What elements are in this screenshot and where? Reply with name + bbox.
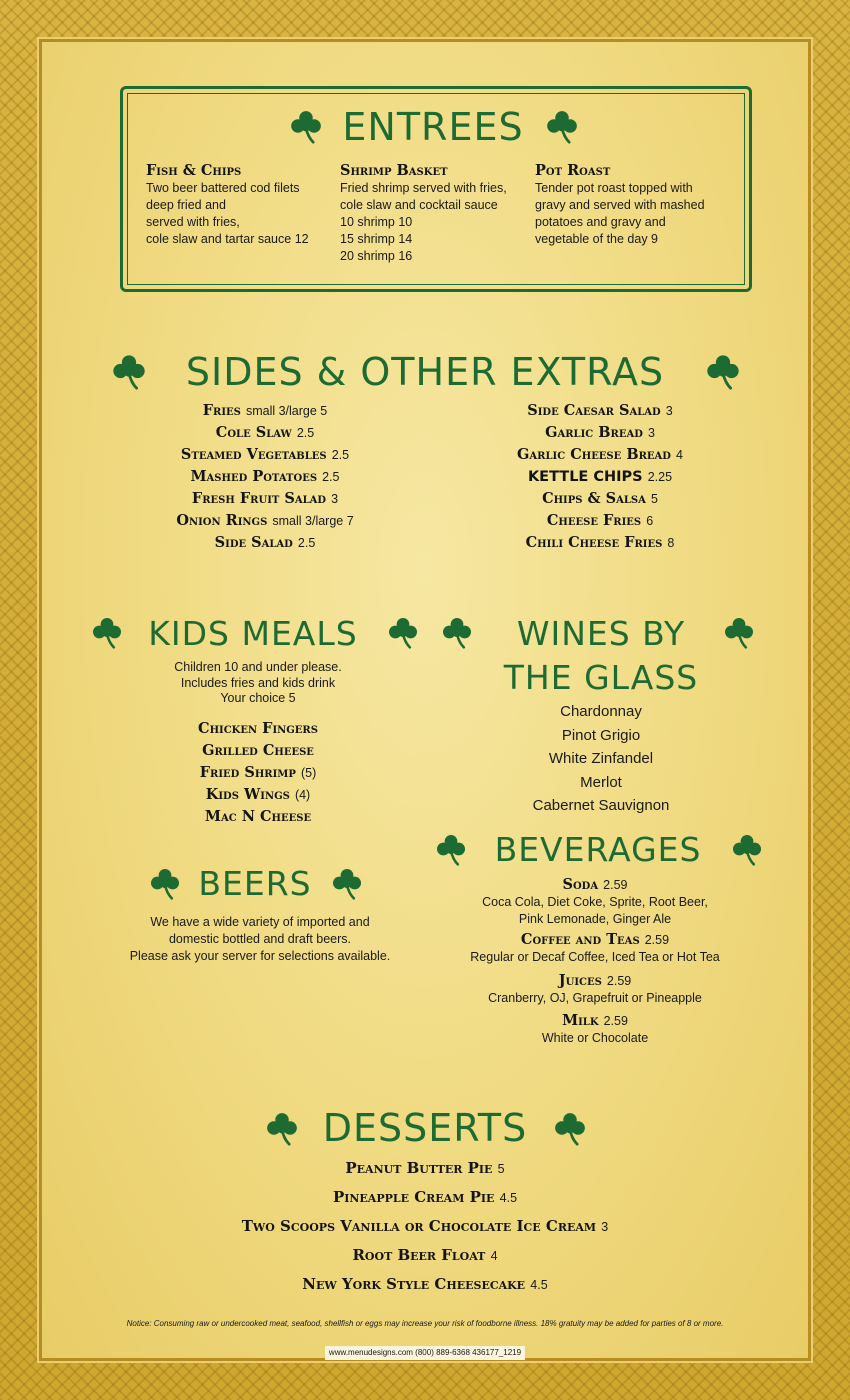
item-name: Fries [202,402,241,419]
item-price: 2.5 [322,470,340,484]
item-name: Pineapple Cream Pie [332,1188,495,1206]
shamrock-icon [544,108,580,144]
wine-item: Pinot Grigio [561,726,641,744]
beverage-heading [450,876,740,894]
list-item [430,422,770,444]
item-name: Mac N Cheese [204,808,312,825]
item-name: Fresh Fruit Salad [191,490,327,507]
wine-item: Chardonnay [560,703,642,720]
list-item [430,532,770,554]
beverage-line: Regular or Decaf Coffee, Iced Tea or Hot Tea [470,950,720,964]
kids-list [108,718,408,828]
item-name: Juices [558,971,602,989]
item-name: New York Style Cheesecake [302,1275,526,1293]
item-price: (4) [294,788,311,802]
list-item [100,532,430,554]
item-price: 4.5 [530,1278,548,1292]
beverage-line: Coca Cola, Diet Coke, Sprite, Root Beer, [482,895,708,909]
shamrock-icon [434,832,468,866]
shamrock-icon [288,108,324,144]
item-name: Garlic Bread [545,424,643,441]
entree-item [146,162,336,248]
desserts-list [110,1154,740,1299]
item-name: Cole Slaw [215,424,292,441]
item-price: 2.59 [603,1014,628,1028]
kids-note: Includes fries and kids drink [180,675,336,690]
list-item [108,806,408,828]
item-price: 3 [601,1220,609,1234]
item-price: small 3/large 7 [272,514,354,528]
list-item [430,400,770,422]
item-name: Soda [562,876,599,893]
entree-line: 15 shrimp 14 [340,232,413,246]
item-price: 3 [331,492,339,506]
item-price: 2.59 [644,933,670,947]
item-name: Garlic Cheese Bread [517,446,671,463]
list-item [110,1241,740,1270]
item-price: 4 [490,1249,498,1263]
item-price: 3 [665,404,673,418]
entree-name: Fish & Chips [146,162,242,179]
beers-line: domestic bottled and draft beers. [168,932,352,946]
list-item [108,740,408,762]
shamrock-icon [110,352,148,390]
item-price: small 3/large 5 [245,404,328,418]
entrees-title: ENTREES [342,105,524,149]
entree-line: served with fries, [146,215,240,229]
list-item [430,466,770,488]
list-item [100,444,430,466]
item-name: Chicken Fingers [198,720,318,737]
beverage-line: Pink Lemonade, Ginger Ale [518,911,672,926]
item-name: Peanut Butter Pie [345,1159,493,1177]
entree-item [340,162,530,265]
list-item [108,762,408,784]
kids-title: KIDS MEALS [148,614,358,653]
item-name: Chili Cheese Fries [525,534,663,551]
beers-line: Please ask your server for selections available. [129,949,391,963]
list-item [100,422,430,444]
list-item [108,784,408,806]
item-name: Side Salad [214,534,293,551]
shamrock-icon [148,866,182,900]
item-price: 4 [676,448,683,462]
sides-title: SIDES & OTHER EXTRAS [185,350,665,394]
shamrock-icon [704,352,742,390]
beverage-item [450,876,740,927]
beers-text [100,914,420,965]
list-item [430,510,770,532]
item-price: 5 [650,492,658,506]
shamrock-icon [330,866,364,900]
item-price: 5 [497,1162,505,1176]
entree-line: deep fried and [146,198,226,212]
entree-line: Two beer battered cod filets [146,181,300,195]
list-item [100,466,430,488]
entree-line: gravy and served with mashed [535,198,705,212]
item-price: 6 [646,514,654,528]
entree-line: 10 shrimp 10 [340,215,413,229]
item-name: Kids Wings [205,786,290,803]
beverage-heading [450,931,740,949]
item-name: Milk [562,1012,599,1029]
entree-name: Shrimp Basket [340,162,448,179]
shamrock-icon [722,615,756,649]
sides-right-list [430,400,770,554]
list-item [108,718,408,740]
sides-left-list [100,400,430,554]
entree-name: Pot Roast [535,162,611,179]
beverage-item [450,972,740,1007]
desserts-title: DESSERTS [322,1106,528,1150]
item-price: 2.5 [331,448,350,462]
list-item [430,488,770,510]
list-item [100,510,430,532]
item-name: Grilled Cheese [202,742,314,759]
notice-text: Notice: Consuming raw or undercooked meat, seafood, shellfish or eggs may increase your risk of foodborne illness. 18% gratuity may be added for parties of 8 or more. [126,1319,724,1328]
beverage-heading [450,972,740,990]
item-price: 2.5 [297,536,316,550]
shamrock-icon [440,615,474,649]
footer-text: www.menudesigns.com (800) 889-6368 436177_1219 [325,1346,525,1360]
shamrock-icon [730,832,764,866]
entree-line: vegetable of the day 9 [535,232,659,246]
beverage-item [450,1012,740,1047]
shamrock-icon [264,1110,300,1146]
kids-note: Children 10 and under please. [174,660,342,674]
item-price: 4.5 [499,1191,518,1205]
entree-line: potatoes and gravy and [535,215,666,229]
item-name: Fried Shrimp [199,764,296,781]
item-name: Steamed Vegetables [180,446,327,463]
entree-line: cole slaw and tartar sauce 12 [146,232,309,246]
list-item [430,444,770,466]
wines-list [470,700,732,818]
wines-title-line2: THE GLASS [503,658,699,697]
item-name: Two Scoops Vanilla or Chocolate Ice Cream [241,1217,597,1235]
wine-item: Merlot [580,773,622,791]
beers-line: We have a wide variety of imported and [150,915,370,929]
entree-line: Fried shrimp served with fries, [340,181,507,195]
item-price: 2.59 [603,878,628,892]
item-price: 3 [647,426,655,440]
item-name: Cheese Fries [546,512,642,529]
wines-title-line1: WINES BY [516,614,686,653]
entree-line: cole slaw and cocktail sauce [340,198,498,212]
entree-line: Tender pot roast topped with [535,181,693,195]
item-price: 2.5 [296,426,315,440]
list-item [110,1154,740,1183]
entree-item [535,162,725,248]
list-item [110,1270,740,1299]
item-price: (5) [300,766,317,780]
list-item [100,488,430,510]
wine-item: White Zinfandel [548,750,654,767]
item-name: Onion Rings [176,512,268,529]
item-name: Side Caesar Salad [527,402,661,419]
kids-notes [108,660,408,707]
shamrock-icon [90,615,124,649]
beverage-heading [450,1012,740,1030]
list-item [110,1212,740,1241]
item-price: 8 [667,536,675,550]
wine-item: Cabernet Sauvignon [532,797,670,814]
item-name: Coffee and Teas [520,931,640,948]
beers-title: BEERS [198,864,312,903]
beverages-list [450,876,740,1047]
item-price: 2.25 [647,470,673,484]
item-name: Chips & Salsa [542,490,646,507]
item-name: Mashed Potatoes [190,468,318,485]
item-price: 2.59 [606,973,632,988]
beverage-line: Cranberry, OJ, Grapefruit or Pineapple [488,990,702,1005]
list-item [110,1183,740,1212]
item-name: Root Beer Float [352,1246,486,1264]
shamrock-icon [386,615,420,649]
entree-line: 20 shrimp 16 [340,249,413,263]
beverage-item [450,931,740,966]
list-item [100,400,430,422]
item-name: KETTLE CHIPS [527,469,643,485]
shamrock-icon [552,1110,588,1146]
kids-note: Your choice 5 [220,691,296,705]
beverages-title: BEVERAGES [494,830,702,869]
beverage-line: White or Chocolate [541,1031,649,1045]
